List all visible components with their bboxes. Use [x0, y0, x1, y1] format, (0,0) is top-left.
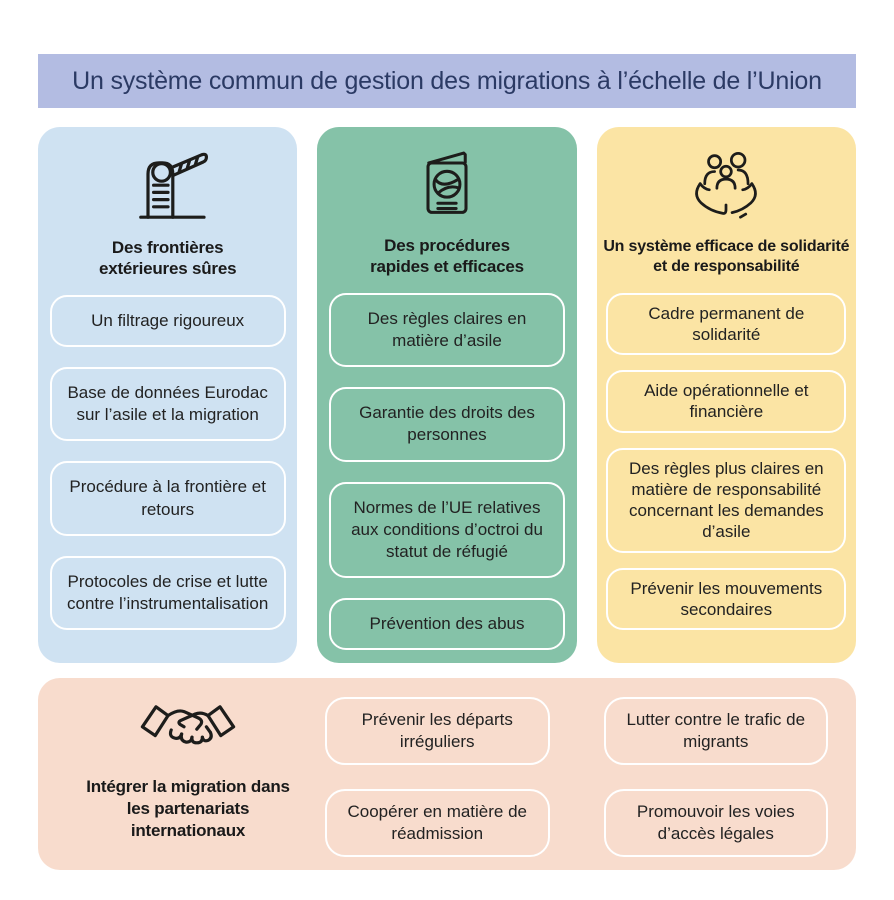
pill-label: Prévention des abus [369, 613, 525, 633]
pill-label: Lutter contre le trafic de migrants [626, 710, 806, 752]
columns-row [38, 127, 856, 663]
pill-item [329, 293, 565, 367]
pill-item [50, 295, 286, 347]
column-heading: Des procédures rapides et efficaces [370, 236, 524, 277]
pill-item [606, 568, 846, 631]
pill-item [325, 789, 550, 857]
pill-label: Base de données Eurodac sur l’asile et la migration [67, 383, 268, 425]
footer-pills [325, 697, 828, 857]
pill-label: Protocoles de crise et lutte contre l’instrumentalisation [67, 571, 269, 613]
pill-item [606, 370, 846, 433]
column-solidarity [597, 127, 856, 663]
pill-item [606, 448, 846, 553]
pill-item [325, 697, 550, 765]
footer-intro [62, 688, 314, 842]
handshake-icon [136, 694, 240, 766]
pill-item [606, 293, 846, 356]
pill-item [329, 482, 565, 578]
solidarity-icon [688, 147, 764, 225]
pill-label: Normes de l’UE relatives aux conditions d’octroi du statut de réfugié [351, 497, 543, 561]
border-gate-icon [124, 147, 212, 225]
pill-label: Cadre permanent de solidarité [648, 303, 805, 344]
pill-label: Aide opérationnelle et financière [644, 381, 809, 422]
pill-item [604, 789, 829, 857]
column-heading: Des frontières extérieures sûres [98, 238, 237, 279]
footer-heading: Intégrer la migration dans les partenariats internationaux [86, 777, 290, 841]
pill-item [50, 367, 286, 441]
pill-label: Un filtrage rigoureux [91, 311, 245, 331]
pill-label: Prévenir les mouvements secondaires [630, 578, 823, 619]
pill-item [329, 598, 565, 650]
column-borders [38, 127, 297, 663]
pill-label: Coopérer en matière de réadmission [347, 802, 528, 844]
pill-label: Procédure à la frontière et retours [69, 477, 266, 519]
pill-item [50, 556, 286, 630]
passport-icon [416, 147, 478, 223]
column-heading: Un système efficace de solidarité et de responsabilité [603, 238, 850, 275]
pill-item [50, 461, 286, 535]
pill-label: Des règles claires en matière d’asile [367, 309, 527, 351]
pill-label: Des règles plus claires en matière de responsabilité concernant les demandes d’asile [628, 458, 824, 542]
pill-label: Garantie des droits des personnes [359, 403, 535, 445]
page-title-banner [38, 54, 856, 108]
pill-item [329, 387, 565, 461]
pill-label: Prévenir les départs irréguliers [361, 710, 513, 752]
pill-label: Promouvoir les voies d’accès légales [636, 802, 795, 844]
page-title: Un système commun de gestion des migrations à l’échelle de l’Union [72, 66, 822, 95]
footer-partnerships [38, 678, 856, 870]
pill-item [604, 697, 829, 765]
column-procedures [317, 127, 576, 663]
